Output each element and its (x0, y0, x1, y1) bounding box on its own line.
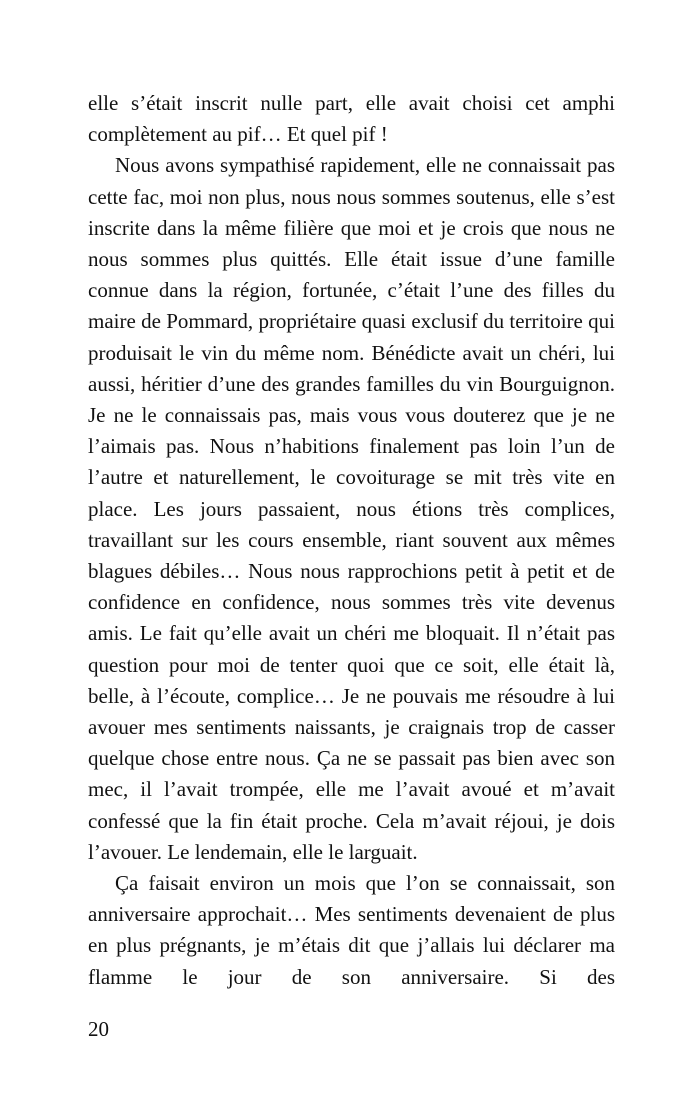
paragraph-2: Nous avons sympathisé rapidement, elle ne connaissait pas cette fac, moi non plus, nous nous sommes soutenus, elle s’est inscrite dans la même filière que moi et je crois que nous ne nous sommes plus quittés. Elle était issue d’une famille connue dans la région, fortunée, c’était l’une des filles du maire de Pommard, propriétaire quasi exclusif du territoire qui produisait le vin du même nom. Bénédicte avait un chéri, lui aussi, héritier d’une des grandes familles du vin Bourguignon. Je ne le connaissais pas, mais vous vous douterez que je ne l’aimais pas. Nous n’habitions finalement pas loin l’un de l’autre et naturellement, le covoiturage se mit très vite en place. Les jours passaient, nous étions très complices, travaillant sur les cours ensemble, riant souvent aux mêmes blagues débiles… Nous nous rapprochions petit à petit et de confidence en confidence, nous sommes très vite devenus amis. Le fait qu’elle avait un chéri me bloquait. Il n’était pas question pour moi de tenter quoi que ce soit, elle était là, belle, à l’écoute, complice… Je ne pouvais me résoudre à lui avouer mes sentiments naissants, je craignais trop de casser quelque chose entre nous. Ça ne se passait pas bien avec son mec, il l’avait trompée, elle me l’avait avoué et m’avait confessé que la fin était proche. Cela m’avait réjoui, je dois l’avouer. Le lendemain, elle le larguait. (88, 153, 615, 864)
paragraph-1: elle s’était inscrit nulle part, elle avait choisi cet amphi complètement au pif… Et quel pif ! (88, 91, 615, 147)
body-text (88, 88, 615, 993)
page-number: 20 (88, 1017, 109, 1041)
paragraph-3: Ça faisait environ un mois que l’on se connaissait, son anniversaire approchait… Mes sentiments devenaient de plus en plus prégnants, je m’étais dit que j’allais lui déclarer ma flamme le jour de son anniversaire. Si des (88, 871, 615, 989)
